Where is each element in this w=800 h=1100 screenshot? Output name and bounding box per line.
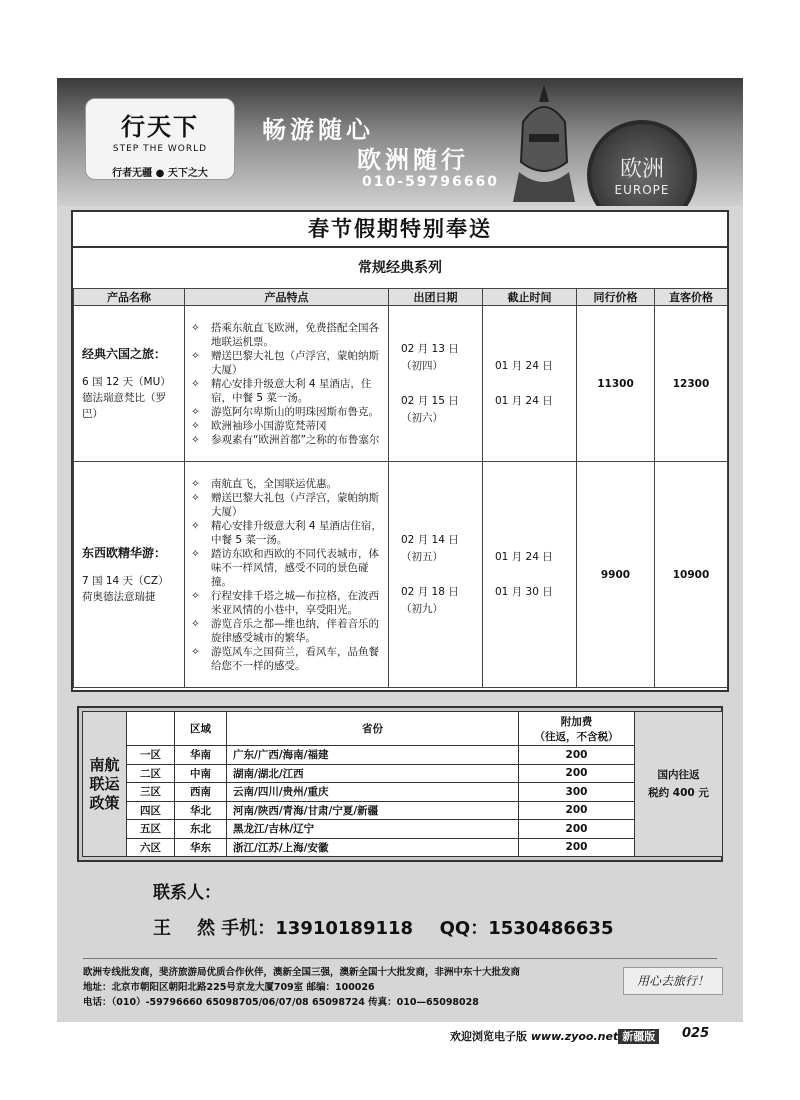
deadline-date: 01 月 30 日 [495,585,553,598]
fee-cell: 200 [519,764,635,783]
zone-cell: 三区 [127,783,175,802]
feature-item: ✧ 赠送巴黎大礼包（卢浮宫，蒙帕纳斯大厦） [189,349,384,377]
column-header: 同行价格 [577,289,655,306]
contact-name-first: 王 [153,918,171,939]
mobile-label: 手机： [221,918,276,939]
departure-date: 02 月 14 日 [401,533,459,546]
departure-lunar: （初五） [401,550,443,563]
series-title: 常规经典系列 [358,260,442,276]
europe-seal [587,120,697,206]
table-row [74,462,728,688]
region-cell: 中南 [175,764,227,783]
tax-note-line2: 税约 400 元 [648,787,709,799]
tax-note [635,712,723,857]
departure-lunar: （初四） [401,359,443,372]
slogan-line-2: 欧洲随行 [357,145,469,174]
brand-logo [85,98,235,180]
footer-address: 地址：北京市朝阳区朝阳北路225号京龙大厦709室 邮编：100026 [83,982,375,993]
policy-table [82,711,723,857]
retail-price: 10900 [655,462,728,688]
region-cell: 华东 [175,838,227,857]
province-cell: 河南/陕西/青海/甘肃/宁夏/新疆 [227,801,519,820]
trade-price: 11300 [577,306,655,462]
departure-lunar: （初九） [401,602,443,615]
table-row [74,306,728,462]
province-cell: 湖南/湖北/江西 [227,764,519,783]
deadline-cell [483,306,577,462]
product-features-cell [185,306,389,462]
policy-side-title: 南航联运政策 [83,712,127,857]
province-cell: 黑龙江/吉林/辽宁 [227,820,519,839]
slogan-stamp: 用心去旅行！ [623,967,723,995]
edition-tag: 新疆版 [618,1029,659,1044]
region-cell: 华北 [175,801,227,820]
product-name: 经典六国之旅： [82,346,167,361]
fee-cell: 200 [519,838,635,857]
column-header: 截止时间 [483,289,577,306]
province-cell: 云南/四川/贵州/重庆 [227,783,519,802]
feature-item: ✧ 行程安排千塔之城—布拉格，在波西米亚风情的小巷中，享受阳光。 [189,589,384,617]
zone-cell: 四区 [127,801,175,820]
table-row [83,746,723,765]
company-footer [83,958,717,1010]
table-row [83,764,723,783]
contact-label: 联系人： [153,883,221,903]
site-link[interactable]: www.zyoo.net [530,1030,619,1043]
product-features-cell [185,462,389,688]
table-row [83,838,723,857]
fee-cell: 200 [519,820,635,839]
feature-item: ✧ 赠送巴黎大礼包（卢浮宫，蒙帕纳斯大厦） [189,491,384,519]
feature-item: ✧ 南航直飞，全国联运优惠。 [189,477,384,491]
zone-cell: 二区 [127,764,175,783]
feature-item: ✧ 精心安排升级意大利 4 星酒店，住宿，中餐 5 菜一汤。 [189,377,384,405]
zone-cell: 五区 [127,820,175,839]
banner-phone: 010-59796660 [362,174,499,190]
fee-cell: 300 [519,783,635,802]
feature-item: ✧ 游览音乐之都—维也纳，伴着音乐的旋律感受城市的繁华。 [189,617,384,645]
departure-dates-cell [389,306,483,462]
feature-item: ✧ 游览阿尔卑斯山的明珠因斯布鲁克。 [189,405,384,419]
qq-label: QQ： [439,918,489,939]
departure-dates-cell [389,462,483,688]
province-cell: 广东/广西/海南/福建 [227,746,519,765]
seal-subtitle: EUROPE [614,183,670,197]
page-title: 春节假期特别奉送 [73,212,727,248]
knight-helmet-icon [509,82,579,202]
policy-header-row [83,712,723,746]
seal-title: 欧洲 [619,157,664,182]
table-row [83,801,723,820]
region-cell: 西南 [175,783,227,802]
mobile-number: 13910189118 [275,918,414,939]
product-detail: 7 国 14 天（CZ）荷奥德法意瑞捷 [82,574,169,603]
product-name-cell [74,306,185,462]
feature-item: ✧ 精心安排升级意大利 4 星酒店住宿，中餐 5 菜一汤。 [189,519,384,547]
logo-title: 行天下 [121,112,199,141]
feature-item: ✧ 欧洲袖珍小国游览梵蒂冈 [189,419,384,433]
feature-item: ✧ 搭乘东航直飞欧洲，免费搭配全国各地联运机票。 [189,321,384,349]
deadline-date: 01 月 24 日 [495,359,553,372]
product-name: 东西欧精华游： [82,545,167,560]
column-header: 出团日期 [389,289,483,306]
footer-phone: 电话：（010）-59796660 65098705/06/07/08 65098724 传真：010—65098028 [83,997,479,1008]
region-cell: 华南 [175,746,227,765]
deadline-date: 01 月 24 日 [495,550,553,563]
table-row [83,783,723,802]
province-header: 省份 [227,712,519,746]
departure-date: 02 月 13 日 [401,342,459,355]
qq-number: 1530486635 [488,918,614,939]
feature-item: ✧ 游览风车之国荷兰，看风车，品鱼餐给您不一样的感受。 [189,645,384,673]
product-table [73,288,728,688]
table-header-row [74,289,728,306]
page-bar-text: 欢迎浏览电子版 [450,1030,527,1043]
fee-header-note: （往返，不含税） [534,730,619,743]
fee-header [519,712,635,746]
deadline-date: 01 月 24 日 [495,394,553,407]
departure-date: 02 月 15 日 [401,394,459,407]
tax-note-line1: 国内往返 [657,769,700,781]
contact-info [153,914,613,940]
logo-tagline: 行者无疆 ● 天下之大 [112,168,208,179]
product-detail: 6 国 12 天（MU）德法瑞意梵比（罗巴） [82,375,171,420]
zone-cell: 一区 [127,746,175,765]
header-banner [57,78,743,206]
product-name-cell [74,462,185,688]
zone-cell: 六区 [127,838,175,857]
feature-item: ✧ 踏访东欧和西欧的不同代表城市，体味不一样风情，感受不同的景色碰撞。 [189,547,384,589]
departure-date: 02 月 18 日 [401,585,459,598]
trade-price: 9900 [577,462,655,688]
fee-cell: 200 [519,801,635,820]
logo-subtitle: STEP THE WORLD [112,144,208,154]
province-cell: 浙江/江苏/上海/安徽 [227,838,519,857]
region-header: 区域 [175,712,227,746]
footer-line: 欧洲专线批发商，斐济旅游局优质合作伙伴，澳新全国三强，澳新全国十大批发商，非洲中东十大批发商 [83,967,521,978]
slogan-line-1: 畅游随心 [262,115,374,144]
column-header: 产品特点 [185,289,389,306]
column-header: 产品名称 [74,289,185,306]
zone-header-blank [127,712,175,746]
contact-name-last: 然 [197,918,215,939]
fee-header-title: 附加费 [560,715,593,728]
fee-cell: 200 [519,746,635,765]
retail-price: 12300 [655,306,728,462]
column-header: 直客价格 [655,289,728,306]
product-panel [71,210,729,692]
page-sheet [57,78,743,1022]
airline-policy-panel [77,706,723,862]
region-cell: 东北 [175,820,227,839]
deadline-cell [483,462,577,688]
page-number: 025 [682,1026,710,1041]
page-bar [450,1028,659,1044]
table-row [83,820,723,839]
departure-lunar: （初六） [401,411,443,424]
feature-item: ✧ 参观素有“欧洲首都”之称的布鲁塞尔 [189,433,384,447]
